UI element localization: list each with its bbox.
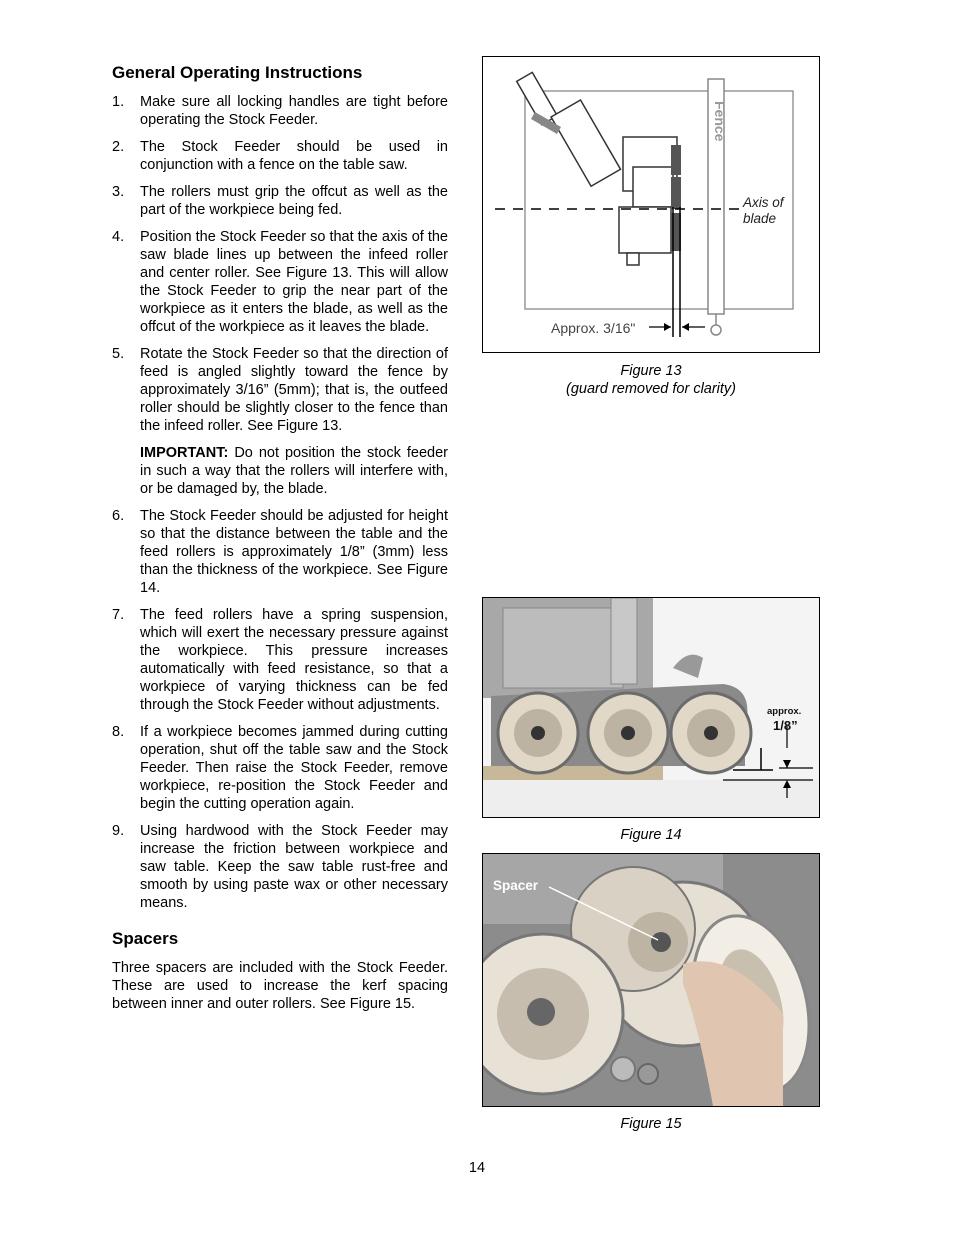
list-item: 6. The Stock Feeder should be adjusted for height so that the distance between the table and the feed rollers is approximately 1/8” (3mm) less than the thickness of the workpiece. See Figure 14. — [112, 508, 448, 596]
list-item: 2. The Stock Feeder should be used in conjunction with a fence on the table saw. — [112, 139, 448, 173]
figure-15-caption: Figure 15 — [620, 1116, 682, 1132]
figure-13-diagram — [482, 56, 820, 353]
important-note: IMPORTANT: Do not position the stock feeder in such a way that the rollers will interfere with, or be damaged by, the blade. — [140, 445, 448, 497]
axis-label-line1: Axis of — [743, 195, 784, 210]
figure-14-photo — [482, 597, 820, 818]
table-surface — [483, 780, 819, 817]
approx-label: approx. — [767, 706, 802, 717]
figure-13-caption: Figure 13 (guard removed for clarity) — [565, 363, 737, 397]
list-item: 1. Make sure all locking handles are tight before operating the Stock Feeder. — [112, 94, 448, 128]
figure-14-svg — [483, 598, 819, 817]
figure-13-svg — [483, 57, 819, 352]
nut — [527, 998, 555, 1026]
approx-label: Approx. 3/16" — [551, 320, 636, 336]
section-heading-general: General Operating Instructions — [112, 63, 363, 82]
left-column — [112, 62, 448, 1013]
section-heading-spacers: Spacers — [112, 929, 179, 948]
feeder-arm — [517, 58, 621, 192]
figure-15-svg — [483, 854, 819, 1106]
list-item: 8. If a workpiece becomes jammed during cutting operation, shut off the table saw and the Stock Feeder. Then raise the Stock Feeder, remove workpiece, re-position the Stock Feeder and begin the cutting operation again. — [112, 724, 448, 812]
spacer — [651, 932, 671, 952]
rollers — [498, 693, 751, 773]
page-number: 14 — [468, 1160, 486, 1176]
roller-outfeed — [671, 145, 681, 175]
figure-14-caption: Figure 14 — [620, 827, 682, 843]
loose-nut — [611, 1057, 635, 1081]
important-label: IMPORTANT: — [140, 445, 229, 461]
list-item: 5. Rotate the Stock Feeder so that the direction of feed is angled slightly toward the fence by approximately 3/16” (5mm); that is, the outfeed roller should be slightly closer to the fence than the infeed roller. See Figure 13. IMPORTANT: Do not position the stock feeder in such a way that the rollers will interfere with, or be damaged by, the blade. — [112, 346, 448, 497]
list-item: 4. Position the Stock Feeder so that the axis of the saw blade lines up between the infeed roller and center roller. See Figure 13. This will allow the Stock Feeder to grip the near part of the workpiece as it enters the blade, as well as the offcut of the workpiece as it leaves the blade. — [112, 229, 448, 335]
instructions-list — [112, 93, 448, 912]
roller-center — [671, 177, 681, 209]
spacers-paragraph: Three spacers are included with the Stock Feeder. These are used to increase the kerf spacing between inner and outer rollers. See Figure 15. — [112, 960, 448, 1012]
list-item: 7. The feed rollers have a spring suspension, which will exert the necessary pressure against the workpiece. This pressure increases automatically with feed resistance, so that a workpiece of varying thickness can be fed through the Stock Feeder without adjustments. — [112, 607, 448, 713]
figure-15-photo — [482, 853, 820, 1107]
spacer-label: Spacer — [493, 878, 539, 893]
list-item: 3. The rollers must grip the offcut as well as the part of the workpiece being fed. — [112, 184, 448, 218]
fence-label: Fence — [712, 101, 728, 142]
axis-label-line2: blade — [743, 211, 777, 226]
list-item: 9. Using hardwood with the Stock Feeder may increase the friction between workpiece and saw table. Keep the saw table rust-free and smooth by using paste wax or other necessary means. — [112, 823, 448, 911]
eighth-inch-label: 1/8” — [773, 718, 798, 733]
fence-knob — [711, 325, 721, 335]
